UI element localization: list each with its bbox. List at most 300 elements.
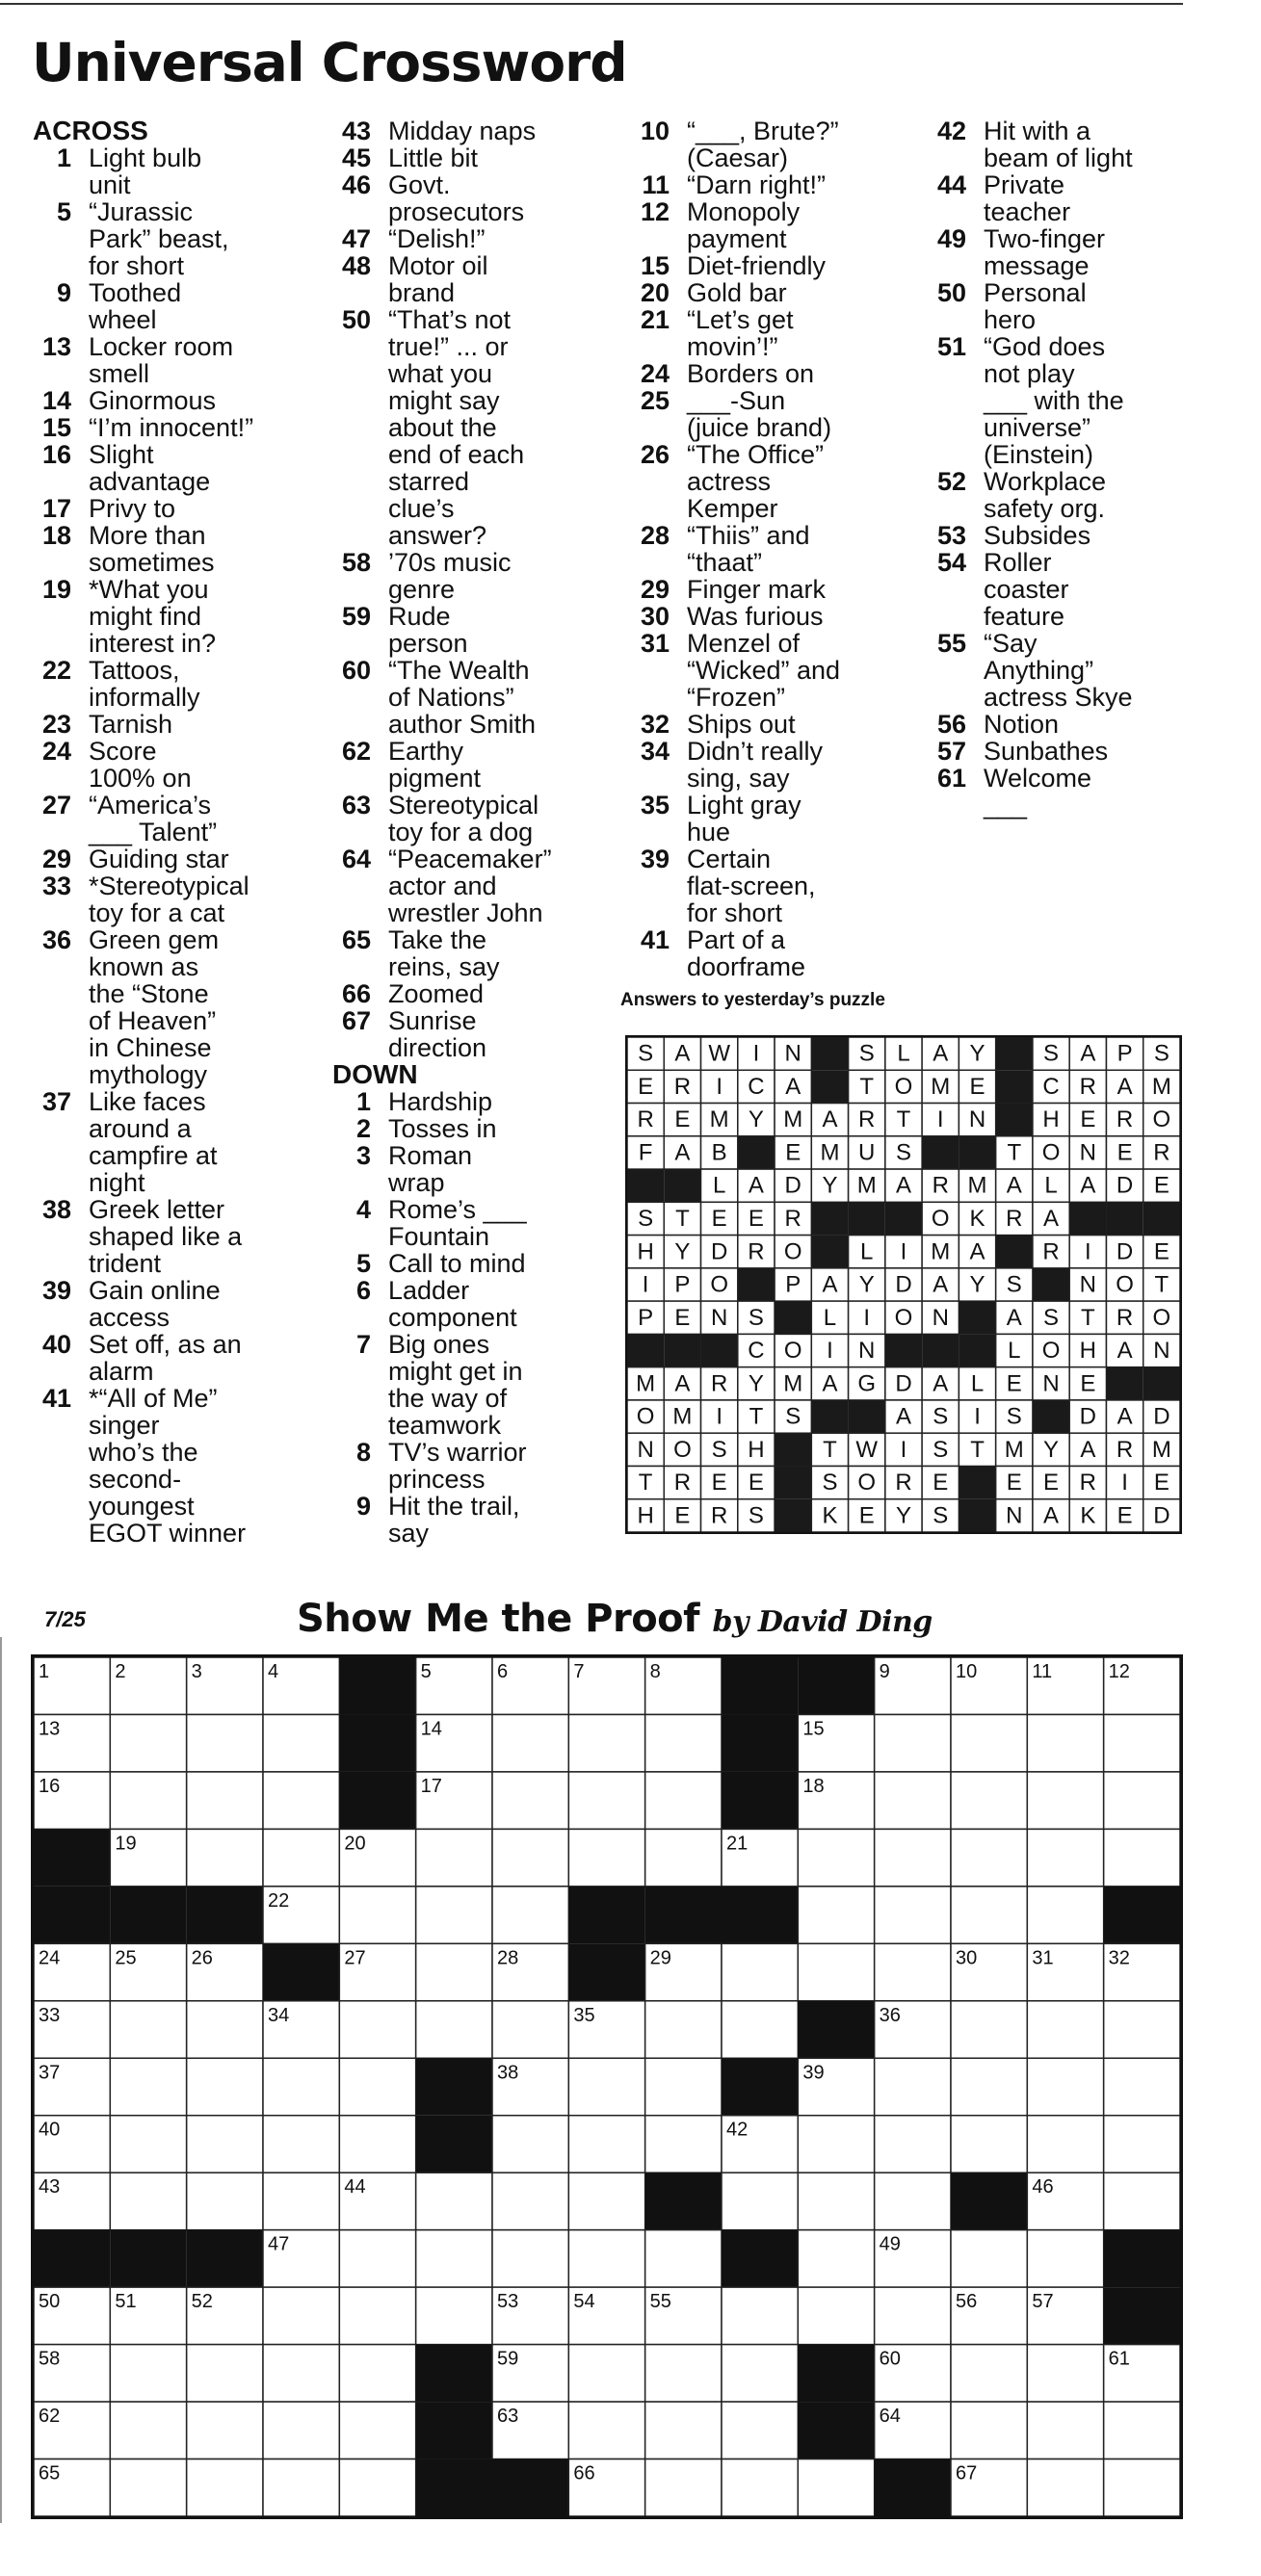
answer-letter: S (748, 1304, 764, 1331)
clue-item (332, 117, 621, 144)
grid-cell[interactable] (110, 2116, 186, 2173)
answer-letter: C (1042, 1073, 1060, 1100)
clue-text (670, 522, 915, 576)
grid-cell[interactable] (645, 2116, 722, 2173)
answer-letter: I (716, 1403, 723, 1430)
answer-letter: E (1153, 1470, 1169, 1496)
grid-cell[interactable] (875, 1714, 951, 1771)
grid-cell[interactable] (1027, 2345, 1103, 2402)
answer-letter: E (1006, 1370, 1022, 1397)
answer-letter: R (1116, 1436, 1134, 1463)
cell-number: 13 (39, 1718, 61, 1740)
grid-block (187, 1886, 263, 1943)
grid-cell[interactable] (951, 1829, 1027, 1886)
grid-cell[interactable] (492, 1772, 568, 1829)
grid-cell[interactable] (1104, 1714, 1180, 1771)
answer-letter: R (1116, 1304, 1134, 1331)
answer-letter: S (785, 1403, 801, 1430)
grid-cell[interactable] (110, 1714, 186, 1771)
clue-number: 44 (936, 170, 966, 199)
clue-item (626, 738, 915, 792)
clue-text (71, 1088, 322, 1196)
cell-number: 16 (39, 1775, 61, 1797)
clue-item (626, 441, 915, 522)
clue-line: teamwork (388, 1411, 502, 1440)
answer-block (1143, 1367, 1180, 1400)
grid-cell[interactable] (645, 1714, 722, 1771)
clue-text (71, 387, 322, 414)
grid-cell[interactable] (722, 2402, 798, 2459)
grid-cell[interactable] (263, 2345, 339, 2402)
answer-block (701, 1334, 738, 1366)
answer-letter: R (673, 1470, 692, 1496)
grid-cell[interactable] (951, 1886, 1027, 1943)
clue-text (371, 225, 621, 252)
grid-cell[interactable] (951, 2001, 1027, 2058)
grid-cell[interactable] (951, 1714, 1027, 1771)
clue-item (923, 279, 1212, 333)
answer-block (1033, 1400, 1069, 1433)
answer-letter: A (1080, 1040, 1096, 1067)
grid-cell[interactable] (492, 1886, 568, 1943)
clue-line: Tattoos, (89, 656, 180, 685)
grid-cell[interactable] (645, 2001, 722, 2058)
answer-letter: D (1153, 1403, 1170, 1430)
clue-text (966, 711, 1212, 738)
clue-number: 29 (640, 575, 670, 604)
clue-text (71, 1196, 322, 1277)
answer-letter: A (674, 1139, 691, 1166)
grid-cell[interactable] (722, 2345, 798, 2402)
clue-line: Set off, as an (89, 1330, 242, 1359)
grid-cell[interactable] (339, 1886, 415, 1943)
cell-number: 17 (420, 1775, 442, 1797)
grid-cell[interactable] (416, 2173, 492, 2229)
answer-letter: Y (1043, 1436, 1060, 1463)
grid-cell[interactable] (110, 1772, 186, 1829)
clue-item (923, 468, 1212, 522)
answer-letter: N (1079, 1271, 1097, 1298)
grid-cell[interactable] (951, 2116, 1027, 2173)
grid-cell[interactable] (1027, 2116, 1103, 2173)
grid-cell[interactable] (492, 2001, 568, 2058)
grid-cell[interactable] (1027, 1886, 1103, 1943)
clue-line: Hardship (388, 1087, 493, 1116)
answer-block (959, 1136, 995, 1169)
grid-cell[interactable] (187, 2173, 263, 2229)
clue-line: trident (89, 1249, 162, 1278)
grid-cell[interactable] (187, 1714, 263, 1771)
clue-line: Welcome (984, 764, 1092, 793)
clue-text (371, 1088, 621, 1115)
grid-cell[interactable] (339, 2345, 415, 2402)
clue-line: toy for a dog (388, 818, 534, 846)
clue-line: actress Skye (984, 683, 1133, 712)
grid-cell[interactable] (568, 1772, 644, 1829)
grid-cell[interactable] (1027, 2001, 1103, 2058)
answer-letter: M (783, 1370, 803, 1397)
grid-cell[interactable] (951, 2345, 1027, 2402)
answer-block (627, 1169, 664, 1202)
grid-block (339, 1657, 415, 1714)
grid-cell[interactable] (263, 2116, 339, 2173)
answer-letter: E (933, 1470, 949, 1496)
clue-number: 11 (642, 170, 670, 199)
answer-letter: T (970, 1436, 985, 1463)
cell-number: 4 (268, 1661, 279, 1682)
clue-line: the way of (388, 1384, 508, 1413)
clue-line: author Smith (388, 710, 537, 739)
clue-column-1 (33, 117, 322, 1547)
grid-cell[interactable] (1104, 2402, 1180, 2459)
grid-cell[interactable] (1027, 2058, 1103, 2115)
grid-cell[interactable] (722, 2287, 798, 2344)
grid-cell[interactable] (416, 1886, 492, 1943)
cell-number: 33 (39, 2004, 61, 2026)
clue-number: 25 (640, 386, 670, 415)
grid-cell[interactable] (568, 2116, 644, 2173)
clue-line: “Thiis” and (687, 521, 810, 550)
clue-line: youngest (89, 1492, 195, 1521)
clue-column-3 (626, 117, 915, 980)
grid-cell[interactable] (187, 2402, 263, 2459)
clue-line: ___ (984, 791, 1028, 820)
answer-letter: I (863, 1304, 871, 1331)
clue-line: Hit with a (984, 117, 1091, 145)
grid-cell[interactable] (492, 1829, 568, 1886)
grid-cell[interactable] (645, 2345, 722, 2402)
grid-cell[interactable] (339, 2001, 415, 2058)
grid-cell[interactable] (339, 2402, 415, 2459)
clue-item (923, 738, 1212, 765)
clue-line: Sunrise (388, 1006, 477, 1035)
grid-cell[interactable] (645, 2058, 722, 2115)
clue-item (332, 738, 621, 792)
cell-number: 46 (1032, 2176, 1054, 2199)
grid-cell[interactable] (187, 2001, 263, 2058)
grid-cell[interactable] (875, 2287, 951, 2344)
clue-line: “Wicked” and (687, 656, 841, 685)
clue-text (71, 1331, 322, 1385)
grid-cell[interactable] (875, 2116, 951, 2173)
grid-cell[interactable] (1027, 1772, 1103, 1829)
grid-cell[interactable] (1027, 2230, 1103, 2287)
clue-number: 47 (341, 224, 371, 253)
answer-letter: P (638, 1304, 654, 1331)
clue-line: 100% on (89, 764, 192, 793)
grid-cell[interactable] (187, 1772, 263, 1829)
answer-letter: O (673, 1436, 692, 1463)
grid-cell[interactable] (1104, 2116, 1180, 2173)
grid-cell[interactable] (645, 2459, 722, 2516)
answer-block (1106, 1202, 1143, 1235)
cell-number: 35 (573, 2004, 595, 2026)
grid-cell[interactable] (722, 2459, 798, 2516)
clue-line: “Let’s get (687, 305, 794, 334)
clue-text (670, 279, 915, 306)
clue-line: Call to mind (388, 1249, 526, 1278)
grid-cell[interactable] (416, 2287, 492, 2344)
clue-item (626, 360, 915, 387)
grid-block (34, 1886, 110, 1943)
clue-text (371, 1439, 621, 1493)
clue-number: 14 (41, 386, 71, 415)
grid-cell[interactable] (263, 2287, 339, 2344)
grid-cell[interactable] (568, 2230, 644, 2287)
clue-line: advantage (89, 467, 211, 496)
grid-cell[interactable] (568, 2345, 644, 2402)
grid-cell[interactable] (339, 2116, 415, 2173)
clue-number: 49 (936, 224, 966, 253)
grid-cell[interactable] (492, 2230, 568, 2287)
clue-item (33, 1385, 322, 1547)
grid-cell[interactable] (416, 1943, 492, 2000)
answer-letter: H (637, 1502, 654, 1529)
clue-text (966, 279, 1212, 333)
grid-cell[interactable] (798, 2459, 874, 2516)
clue-line: end of each (388, 440, 525, 469)
cell-number: 67 (956, 2462, 978, 2485)
clue-number: 53 (936, 521, 966, 550)
grid-cell[interactable] (110, 2058, 186, 2115)
clue-text (670, 576, 915, 603)
grid-cell[interactable] (1104, 2173, 1180, 2229)
answer-block (775, 1433, 811, 1466)
grid-cell[interactable] (875, 1829, 951, 1886)
grid-cell[interactable] (416, 2230, 492, 2287)
clue-line: “Peacemaker” (388, 845, 552, 873)
grid-cell[interactable] (722, 2173, 798, 2229)
answer-letter: R (1006, 1206, 1023, 1233)
answer-block (959, 1499, 995, 1532)
clue-number: 5 (355, 1249, 371, 1278)
clue-number: 35 (640, 791, 670, 820)
clue-number: 65 (341, 925, 371, 954)
answer-letter: E (674, 1106, 691, 1133)
cell-number: 30 (956, 1947, 978, 1969)
grid-cell[interactable] (875, 1772, 951, 1829)
cell-number: 27 (344, 1947, 366, 1969)
answer-letter: N (710, 1304, 728, 1331)
answer-letter: Y (674, 1238, 691, 1265)
clue-line: safety org. (984, 494, 1106, 523)
grid-cell[interactable] (568, 1714, 644, 1771)
clue-line: unit (89, 170, 131, 199)
grid-cell[interactable] (875, 1943, 951, 2000)
clue-number: 19 (41, 575, 71, 604)
grid-cell[interactable] (263, 1772, 339, 1829)
answer-letter: S (638, 1040, 654, 1067)
grid-cell[interactable] (722, 2001, 798, 2058)
answer-letter: L (712, 1172, 726, 1199)
grid-cell[interactable] (568, 2402, 644, 2459)
clue-line: component (388, 1303, 517, 1332)
answer-letter: T (823, 1436, 837, 1463)
clue-line: Slight (89, 440, 154, 469)
grid-cell[interactable] (110, 2345, 186, 2402)
clue-text (966, 549, 1212, 630)
grid-cell[interactable] (645, 1829, 722, 1886)
grid-cell[interactable] (263, 2459, 339, 2516)
clue-line: Score (89, 737, 157, 766)
clue-line: mythology (89, 1060, 208, 1089)
grid-cell[interactable] (1104, 2001, 1180, 2058)
clue-line: Personal (984, 278, 1087, 307)
clue-item (33, 657, 322, 711)
grid-cell[interactable] (263, 1714, 339, 1771)
grid-cell[interactable] (568, 2058, 644, 2115)
cell-number: 1 (39, 1661, 50, 1682)
answer-letter: D (1153, 1502, 1170, 1529)
grid-cell[interactable] (187, 2058, 263, 2115)
grid-cell[interactable] (798, 2173, 874, 2229)
answer-block (1143, 1202, 1180, 1235)
grid-cell[interactable] (722, 1943, 798, 2000)
answer-letter: Y (748, 1106, 764, 1133)
clue-text (371, 171, 621, 225)
grid-block (722, 1772, 798, 1829)
grid-cell[interactable] (875, 1886, 951, 1943)
clue-line: “___, Brute?” (687, 117, 839, 145)
grid-cell[interactable] (416, 1829, 492, 1886)
answer-letter: M (967, 1172, 987, 1199)
grid-cell[interactable] (110, 2402, 186, 2459)
answer-letter: S (748, 1502, 764, 1529)
clue-line: flat-screen, (687, 872, 816, 900)
grid-cell[interactable] (951, 1772, 1027, 1829)
answer-letter: A (785, 1073, 801, 1100)
grid-cell[interactable] (492, 2173, 568, 2229)
grid-cell[interactable] (1104, 1772, 1180, 1829)
answer-letter: E (1080, 1106, 1096, 1133)
answer-block (738, 1136, 775, 1169)
clue-number: 39 (640, 845, 670, 873)
grid-block (187, 2230, 263, 2287)
clue-number: 2 (355, 1114, 371, 1143)
clue-item (33, 926, 322, 1088)
answer-letter: L (860, 1238, 874, 1265)
grid-cell[interactable] (263, 2402, 339, 2459)
grid-cell[interactable] (951, 2230, 1027, 2287)
grid-cell[interactable] (875, 2058, 951, 2115)
grid-cell[interactable] (798, 2116, 874, 2173)
clue-line: “That’s not (388, 305, 512, 334)
clue-number: 29 (41, 845, 71, 873)
puzzle-byline: by David Ding (712, 1605, 933, 1639)
grid-cell[interactable] (339, 2287, 415, 2344)
clue-number: 1 (56, 143, 71, 172)
grid-cell[interactable] (645, 2402, 722, 2459)
cell-number: 7 (573, 1661, 585, 1682)
grid-cell[interactable] (798, 2230, 874, 2287)
grid-cell[interactable] (951, 2402, 1027, 2459)
grid-cell[interactable] (339, 2058, 415, 2115)
clue-line: Stereotypical (388, 791, 539, 820)
grid-cell[interactable] (492, 2116, 568, 2173)
grid-cell[interactable] (1104, 2058, 1180, 2115)
grid-cell[interactable] (187, 2345, 263, 2402)
grid-cell[interactable] (645, 1772, 722, 1829)
grid-cell[interactable] (1104, 1829, 1180, 1886)
grid-cell[interactable] (110, 2459, 186, 2516)
answer-letter: I (936, 1106, 944, 1133)
clue-number: 46 (341, 170, 371, 199)
clue-line: Ladder (388, 1276, 470, 1305)
clue-item (332, 1142, 621, 1196)
grid-cell[interactable] (798, 1943, 874, 2000)
clue-line: doorframe (687, 952, 806, 981)
grid-cell[interactable] (798, 1829, 874, 1886)
clue-line: Little bit (388, 143, 479, 172)
cell-number: 22 (268, 1889, 290, 1912)
grid-cell[interactable] (1027, 1714, 1103, 1771)
grid-cell[interactable] (951, 2058, 1027, 2115)
grid-cell[interactable] (263, 1829, 339, 1886)
answer-letter: Y (969, 1040, 985, 1067)
grid-cell[interactable] (110, 2173, 186, 2229)
grid-cell[interactable] (263, 2173, 339, 2229)
clue-number: 64 (341, 845, 371, 873)
grid-cell[interactable] (416, 2001, 492, 2058)
grid-cell[interactable] (1027, 1829, 1103, 1886)
clue-line: “Delish!” (388, 224, 486, 253)
cell-number: 43 (39, 2176, 61, 2199)
grid-cell[interactable] (798, 1886, 874, 1943)
answer-block (664, 1334, 700, 1366)
grid-cell[interactable] (1027, 2402, 1103, 2459)
grid-cell[interactable] (492, 1714, 568, 1771)
clue-line: Big ones (388, 1330, 490, 1359)
clue-number: 48 (341, 251, 371, 280)
clue-line: smell (89, 359, 150, 388)
grid-cell[interactable] (339, 2459, 415, 2516)
clue-item (332, 549, 621, 603)
answer-letter: R (637, 1106, 654, 1133)
clue-line: Privy to (89, 494, 176, 523)
answer-letter: A (1006, 1304, 1022, 1331)
grid-cell[interactable] (1104, 2459, 1180, 2516)
clue-item (626, 630, 915, 711)
grid-cell[interactable] (339, 2230, 415, 2287)
grid-cell[interactable] (568, 2173, 644, 2229)
clue-text (71, 333, 322, 387)
cell-number: 50 (39, 2291, 61, 2313)
clue-line: campfire at (89, 1141, 218, 1170)
grid-cell[interactable] (187, 2116, 263, 2173)
grid-cell[interactable] (875, 2173, 951, 2229)
grid-cell[interactable] (187, 2459, 263, 2516)
grid-cell[interactable] (1027, 2459, 1103, 2516)
grid-cell[interactable] (568, 1829, 644, 1886)
grid-cell[interactable] (798, 2287, 874, 2344)
grid-cell[interactable] (187, 1829, 263, 1886)
answer-letter: E (1043, 1470, 1060, 1496)
clue-line: Monopoly (687, 197, 801, 226)
grid-block (798, 1657, 874, 1714)
grid-cell[interactable] (645, 2230, 722, 2287)
grid-block (416, 2345, 492, 2402)
clue-text (71, 846, 322, 872)
grid-cell[interactable] (263, 2058, 339, 2115)
answer-letter: M (1151, 1436, 1171, 1463)
clue-item (332, 603, 621, 657)
puzzle-title (297, 1597, 933, 1641)
grid-block (34, 1829, 110, 1886)
answer-letter: L (970, 1370, 985, 1397)
clue-line: shaped like a (89, 1222, 243, 1251)
clue-number: 34 (640, 737, 670, 766)
grid-cell[interactable] (110, 2001, 186, 2058)
